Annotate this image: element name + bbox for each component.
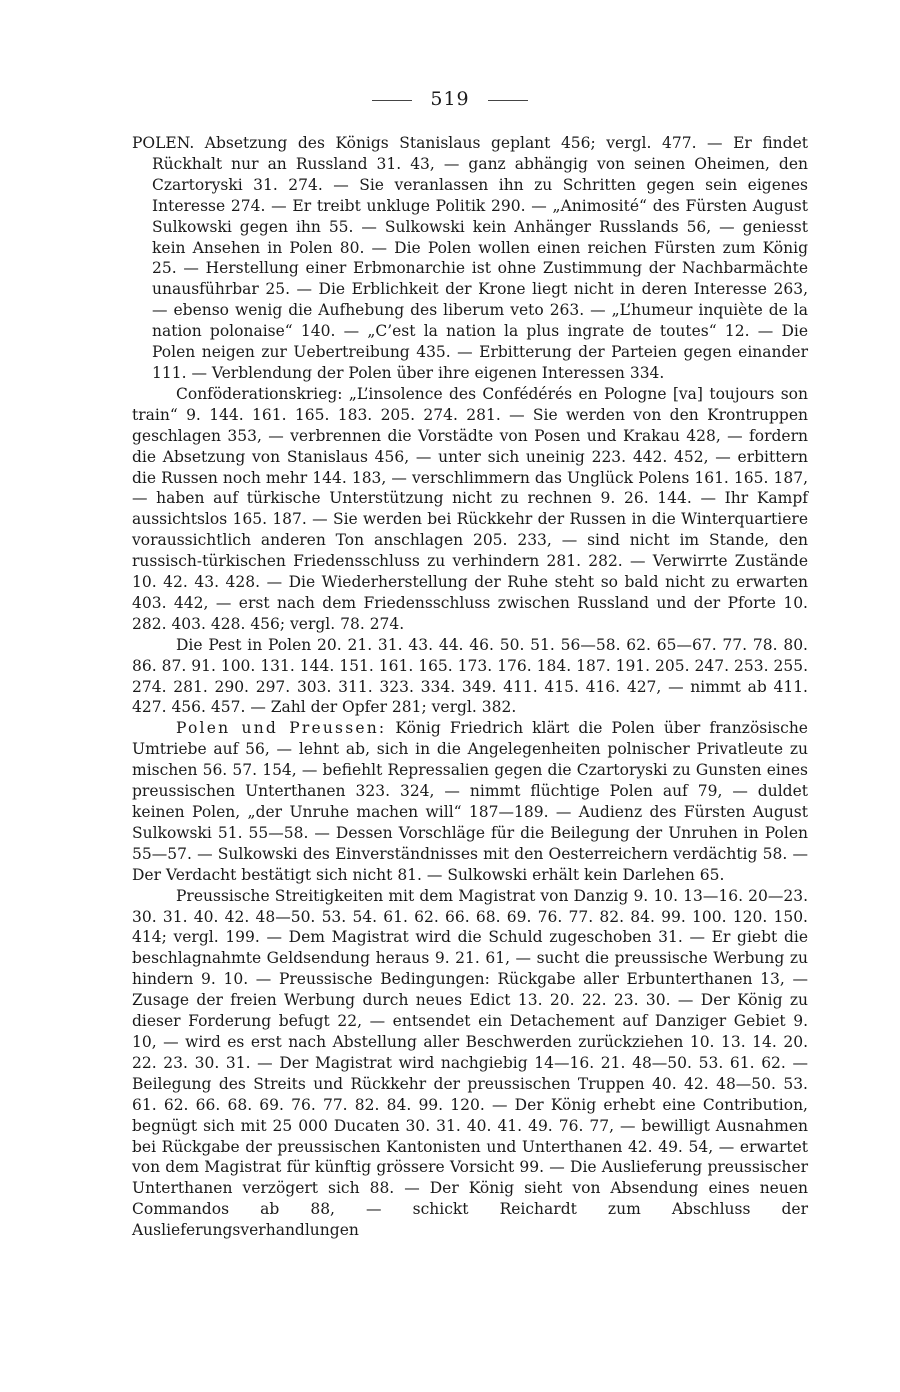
subentry-text: König Friedrich klärt die Polen über französische Umtriebe auf 56, — lehnt ab, sich in die Angelegenheiten polnischer Privatleute zu mischen 56. 57. 154, — befiehlt Repressalien gegen die Czartoryski zu Gunsten eines preussischen Unterthanen 323. 324, — nimmt flüchtige Polen auf 79, — duldet keinen Polen, „der Unruhe machen will“ 187—189. — Audienz des Fürsten August Sulkowski 51. 55—58. — Dessen Vorschläge für die Beilegung der Unruhen in Polen 55—57. — Sulkowski des Einverständnisses mit den Oesterreichern verdächtig 58. — Der Verdacht bestätigt sich nicht 81. — Sulkowski erhält kein Darlehen 65. bbox=[132, 719, 808, 884]
entry-polen bbox=[132, 133, 808, 384]
index-text bbox=[132, 133, 808, 1241]
page-header bbox=[0, 88, 900, 110]
subentry-polen-und-preussen bbox=[132, 718, 808, 885]
subentry-konfoederationskrieg bbox=[132, 384, 808, 635]
entry-text: Absetzung des Königs Stanislaus geplant 456; vergl. 477. — Er findet Rückhalt nur an Russland 31. 43, — ganz abhängig von seinen Oheimen, den Czartoryski 31. 274. — Sie veranlassen ihn zu Schritten gegen sein eigenes Interesse 274. — Er treibt unkluge Politik 290. — „Animosité“ des Fürsten August Sulkowski gegen ihn 55. — Sulkowski kein Anhänger Russlands 56, — geniesst kein Ansehen in Polen 80. — Die Polen wollen einen reichen Fürsten zum König 25. — Herstellung einer Erbmonarchie ist ohne Zustimmung der Nachbarmächte unausführbar 25. — Die Erblichkeit der Krone liegt nicht in deren Interesse 263, — ebenso wenig die Aufhebung des liberum veto 263. — „L’humeur inquiète de la nation polonaise“ 140. — „C’est la nation la plus ingrate de toutes“ 12. — Die Polen neigen zur Uebertreibung 435. — Erbitterung der Parteien gegen einander 111. — Verblendung der Polen über ihre eigenen Interessen 334. bbox=[152, 134, 808, 382]
subentry-head: Die Pest in Polen bbox=[176, 635, 312, 654]
entry-head: POLEN. bbox=[132, 134, 195, 152]
subentry-danzig bbox=[132, 886, 808, 1241]
subentry-pest bbox=[132, 635, 808, 719]
header-rule-right bbox=[488, 100, 528, 101]
subentry-head: Conföderationskrieg: bbox=[176, 384, 343, 403]
subentry-text: „L’insolence des Confédérés en Pologne [va] toujours son train“ 9. 144. 161. 165. 183. 205. 274. 281. — Sie werden von den Krontruppen geschlagen 353, — verbrennen die Vorstädte von Posen und Krakau 428, — fordern die Absetzung von Stanislaus 456, — unter sich uneinig 223. 442. 452, — erbittern die Russen noch mehr 144. 183, — verschlimmern das Unglück Polens 161. 165. 187, — haben auf türkische Unterstützung nicht zu rechnen 9. 26. 144. — Ihr Kampf aussichtslos 165. 187. — Sie werden bei Rückkehr der Russen in die Winterquartiere voraussichtlich anderen Ton anschlagen 205. 233, — sind nicht im Stande, den russisch-türkischen Friedensschluss zu verhindern 281. 282. — Verwirrte Zustände 10. 42. 43. 428. — Die Wiederherstellung der Ruhe steht so bald nicht zu erwarten 403. 442, — erst nach dem Friedensschluss zwischen Russland und der Pforte 10. 282. 403. 428. 456; vergl. 78. 274. bbox=[132, 384, 808, 633]
subentry-text: 20. 21. 31. 43. 44. 46. 50. 51. 56—58. 62. 65—67. 77. 78. 80. 86. 87. 91. 100. 131. 144. 151. 161. 165. 173. 176. 184. 187. 191. 205. 247. 253. 255. 274. 281. 290. 297. 303. 311. 323. 334. 349. 411. 415. 416. 427, — nimmt ab 411. 427. 456. 457. — Zahl der Opfer 281; vergl. 382. bbox=[132, 635, 808, 717]
subentry-head: Preussische Streitigkeiten bbox=[176, 886, 384, 905]
page-number: 519 bbox=[430, 88, 470, 110]
subentry-head: Polen und Preussen: bbox=[176, 719, 387, 738]
header-rule-left bbox=[372, 100, 412, 101]
subentry-text: mit dem Magistrat von Danzig 9. 10. 13—16. 20—23. 30. 31. 40. 42. 48—50. 53. 54. 61. 62. 66. 68. 69. 76. 77. 82. 84. 99. 100. 120. 150. 414; vergl. 199. — Dem Magistrat wird die Schuld zugeschoben 31. — Er giebt die beschlagnahmte Geldsendung heraus 9. 21. 61, — sucht die preussische Werbung zu hindern 9. 10. — Preussische Bedingungen: Rückgabe aller Erbunterthanen 13, — Zusage der freien Werbung durch neues Edict 13. 20. 22. 23. 30. — Der König zu dieser Forderung befugt 22, — entsendet ein Detachement auf Danziger Gebiet 9. 10, — wird es erst nach Abstellung aller Beschwerden zurückziehen 10. 13. 14. 20. 22. 23. 30. 31. — Der Magistrat wird nachgiebig 14—16. 21. 48—50. 53. 61. 62. — Beilegung des Streits und Rückkehr der preussischen Truppen 40. 42. 48—50. 53. 61. 62. 66. 68. 69. 76. 77. 82. 84. 99. 120. — Der König erhebt eine Contribution, begnügt sich mit 25 000 Ducaten 30. 31. 40. 41. 49. 76. 77, — bewilligt Ausnahmen bei Rückgabe der preussischen Kantonisten und Unterthanen 42. 49. 54, — erwartet von dem Magistrat für künftig grössere Vorsicht 99. — Die Auslieferung preussischer Unterthanen verzögert sich 88. — Der König sieht von Absendung eines neuen Commandos ab 88, — schickt Reichardt zum Abschluss der Auslieferungsverhandlungen bbox=[132, 886, 808, 1240]
